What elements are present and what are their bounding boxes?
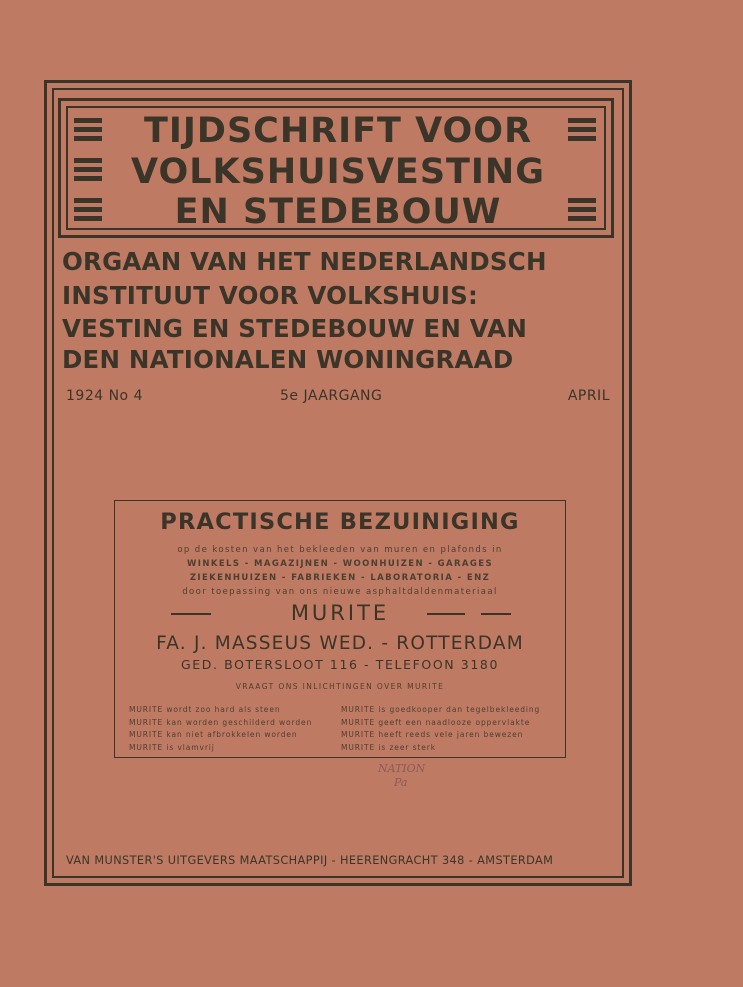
ad-application-text: door toepassing van ons nieuwe asphaltdaldenmateriaal [182,587,498,597]
issue-month: APRIL [567,388,610,404]
ad-building-types-2: ZIEKENHUIZEN - FABRIEKEN - LABORATORIA - ENZ [189,573,491,583]
stamp-line-1: NATION [378,762,426,775]
ad-product-name: MURITE [290,601,390,625]
ad-right-item: MURITE is goedkooper dan tegelbekleeding [341,705,541,714]
ad-product-row [115,601,565,625]
issue-info [66,388,610,408]
publisher-footer: VAN MUNSTER'S UITGEVERS MAATSCHAPPIJ - HEERENGRACHT 348 - AMSTERDAM [66,854,554,867]
library-stamp [378,762,458,808]
ad-right-item: MURITE geeft een naadlooze oppervlakte [341,717,531,727]
ad-intro-text: op de kosten van het bekleeden van muren en plafonds in [177,545,503,555]
ad-address: GED. BOTERSLOOT 116 - TELEFOON 3180 [180,657,500,672]
ad-left-item: MURITE is vlamvrij [129,742,215,752]
ad-left-item: MURITE kan niet afbrokkelen worden [129,730,298,739]
subtitle-line-1: ORGAAN VAN HET NEDERLANDSCH [62,247,547,276]
ad-rule-right-2 [481,613,511,615]
ad-right-item: MURITE heeft reeds vele jaren bewezen [341,730,524,739]
stamp-line-2: Pa [394,776,408,789]
issue-year-number: 1924 No 4 [66,388,143,404]
ad-firm-name: FA. J. MASSEUS WED. - ROTTERDAM [156,633,524,654]
subtitle-line-3: VESTING EN STEDEBOUW EN VAN [62,314,528,343]
ad-left-item: MURITE kan worden geschilderd worden [129,717,313,727]
ad-left-item: MURITE wordt zoo hard als steen [129,705,281,714]
subtitle-line-2: INSTITUUT VOOR VOLKSHUIS: [62,281,478,310]
ad-info-request: VRAAGT ONS INLICHTINGEN OVER MURITE [235,682,445,691]
masthead-title-line-2: VOLKSHUISVESTING [131,152,545,192]
ad-right-item: MURITE is zeer sterk [341,742,436,752]
masthead-title-line-3: EN STEDEBOUW [174,192,502,232]
subtitle-line-4: DEN NATIONALEN WONINGRAAD [62,345,514,374]
advertisement-box [114,500,566,758]
issue-volume: 5e JAARGANG [280,388,383,404]
ad-left-column [129,704,312,754]
ad-headline: PRACTISCHE BEZUINIGING [160,509,520,535]
ad-right-column [341,704,540,754]
ad-building-types-1: WINKELS - MAGAZIJNEN - WOONHUIZEN - GARAGES [186,559,494,569]
ad-rule-right-1 [427,613,465,615]
masthead-title-line-1: TIJDSCHRIFT VOOR [143,111,533,151]
